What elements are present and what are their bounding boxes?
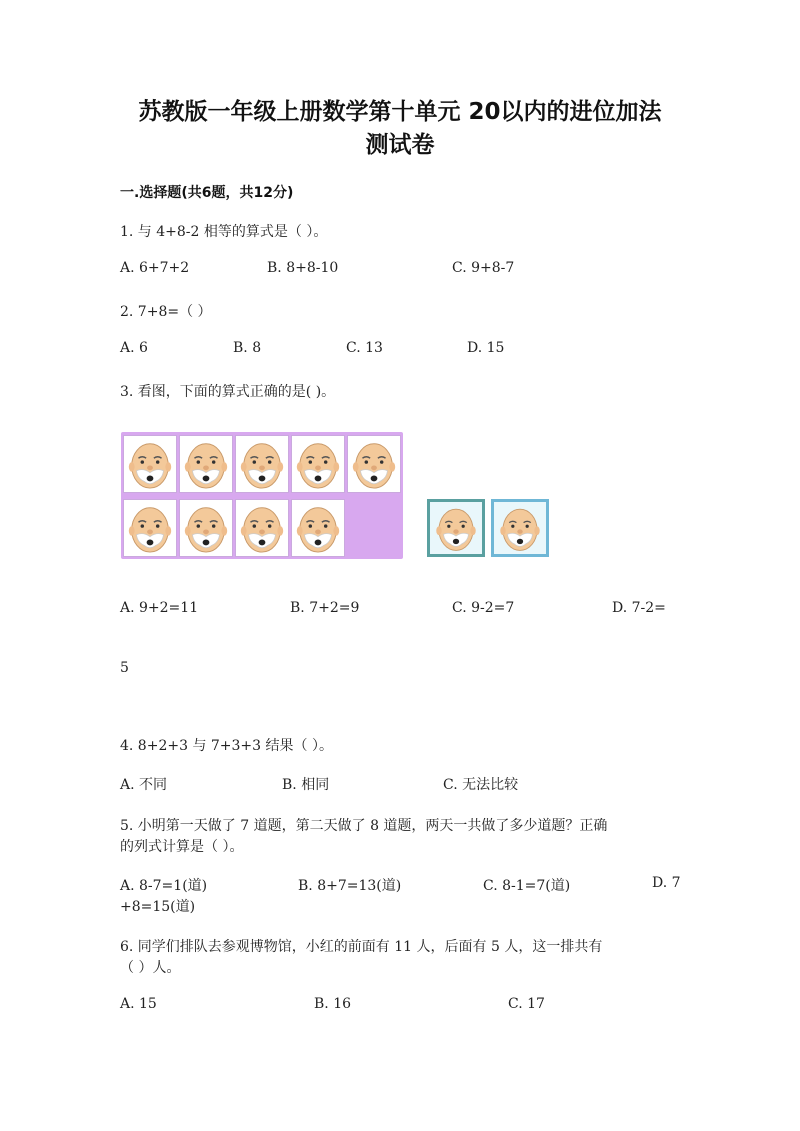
- face-icon: [491, 499, 549, 557]
- question-2-stem: 2. 7+8=（ ）: [120, 304, 212, 320]
- q2-option-c[interactable]: C. 13: [346, 340, 383, 356]
- q3-option-d-continued: 5: [120, 660, 129, 676]
- q2-option-a[interactable]: A. 6: [120, 340, 148, 356]
- exam-title-line1: 苏教版一年级上册数学第十单元 20以内的进位加法: [138, 99, 662, 125]
- q5-option-d[interactable]: D. 7: [652, 875, 681, 891]
- q4-option-a[interactable]: A. 不同: [120, 777, 168, 793]
- q5-option-b[interactable]: B. 8+7=13(道): [298, 878, 402, 894]
- q1-option-a[interactable]: A. 6+7+2: [120, 260, 190, 276]
- face-icon: [347, 435, 401, 493]
- q1-option-c[interactable]: C. 9+8-7: [452, 260, 515, 276]
- q5-option-c[interactable]: C. 8-1=7(道): [483, 878, 571, 894]
- face-icon: [123, 435, 177, 493]
- face-icon: [291, 499, 345, 557]
- q3-option-c[interactable]: C. 9-2=7: [452, 600, 515, 616]
- face-icon: [235, 499, 289, 557]
- face-icon: [235, 435, 289, 493]
- question-6-stem-line2: （ ）人。: [120, 960, 181, 976]
- q6-option-b[interactable]: B. 16: [314, 996, 352, 1012]
- q3-option-d[interactable]: D. 7-2=: [612, 600, 666, 616]
- face-icon: [291, 435, 345, 493]
- face-icon: [179, 499, 233, 557]
- question-5-stem-line1: 5. 小明第一天做了 7 道题，第二天做了 8 道题，两天一共做了多少道题？正确: [120, 818, 608, 834]
- q1-option-b[interactable]: B. 8+8-10: [267, 260, 339, 276]
- question-5-stem-line2: 的列式计算是（ ）。: [120, 839, 244, 855]
- q3-option-b[interactable]: B. 7+2=9: [290, 600, 360, 616]
- q5-option-a[interactable]: A. 8-7=1(道): [120, 878, 208, 894]
- face-icon: [179, 435, 233, 493]
- q4-option-c[interactable]: C. 无法比较: [443, 777, 519, 793]
- section-heading: 一.选择题(共6题，共12分): [120, 185, 294, 201]
- question-1-stem: 1. 与 4+8-2 相等的算式是（ ）。: [120, 224, 328, 240]
- q6-option-c[interactable]: C. 17: [508, 996, 545, 1012]
- face-icon: [123, 499, 177, 557]
- q3-option-a[interactable]: A. 9+2=11: [120, 600, 199, 616]
- q5-option-d-continued: +8=15(道): [120, 899, 196, 915]
- q2-option-d[interactable]: D. 15: [467, 340, 505, 356]
- exam-title-line2: 测试卷: [365, 132, 435, 158]
- q2-option-b[interactable]: B. 8: [233, 340, 262, 356]
- face-icon: [427, 499, 485, 557]
- q6-option-a[interactable]: A. 15: [120, 996, 157, 1012]
- question-4-stem: 4. 8+2+3 与 7+3+3 结果（ ）。: [120, 738, 333, 754]
- question-6-stem-line1: 6. 同学们排队去参观博物馆，小红的前面有 11 人，后面有 5 人，这一排共有: [120, 939, 603, 955]
- q4-option-b[interactable]: B. 相同: [282, 777, 330, 793]
- question-3-stem: 3. 看图，下面的算式正确的是( )。: [120, 384, 336, 400]
